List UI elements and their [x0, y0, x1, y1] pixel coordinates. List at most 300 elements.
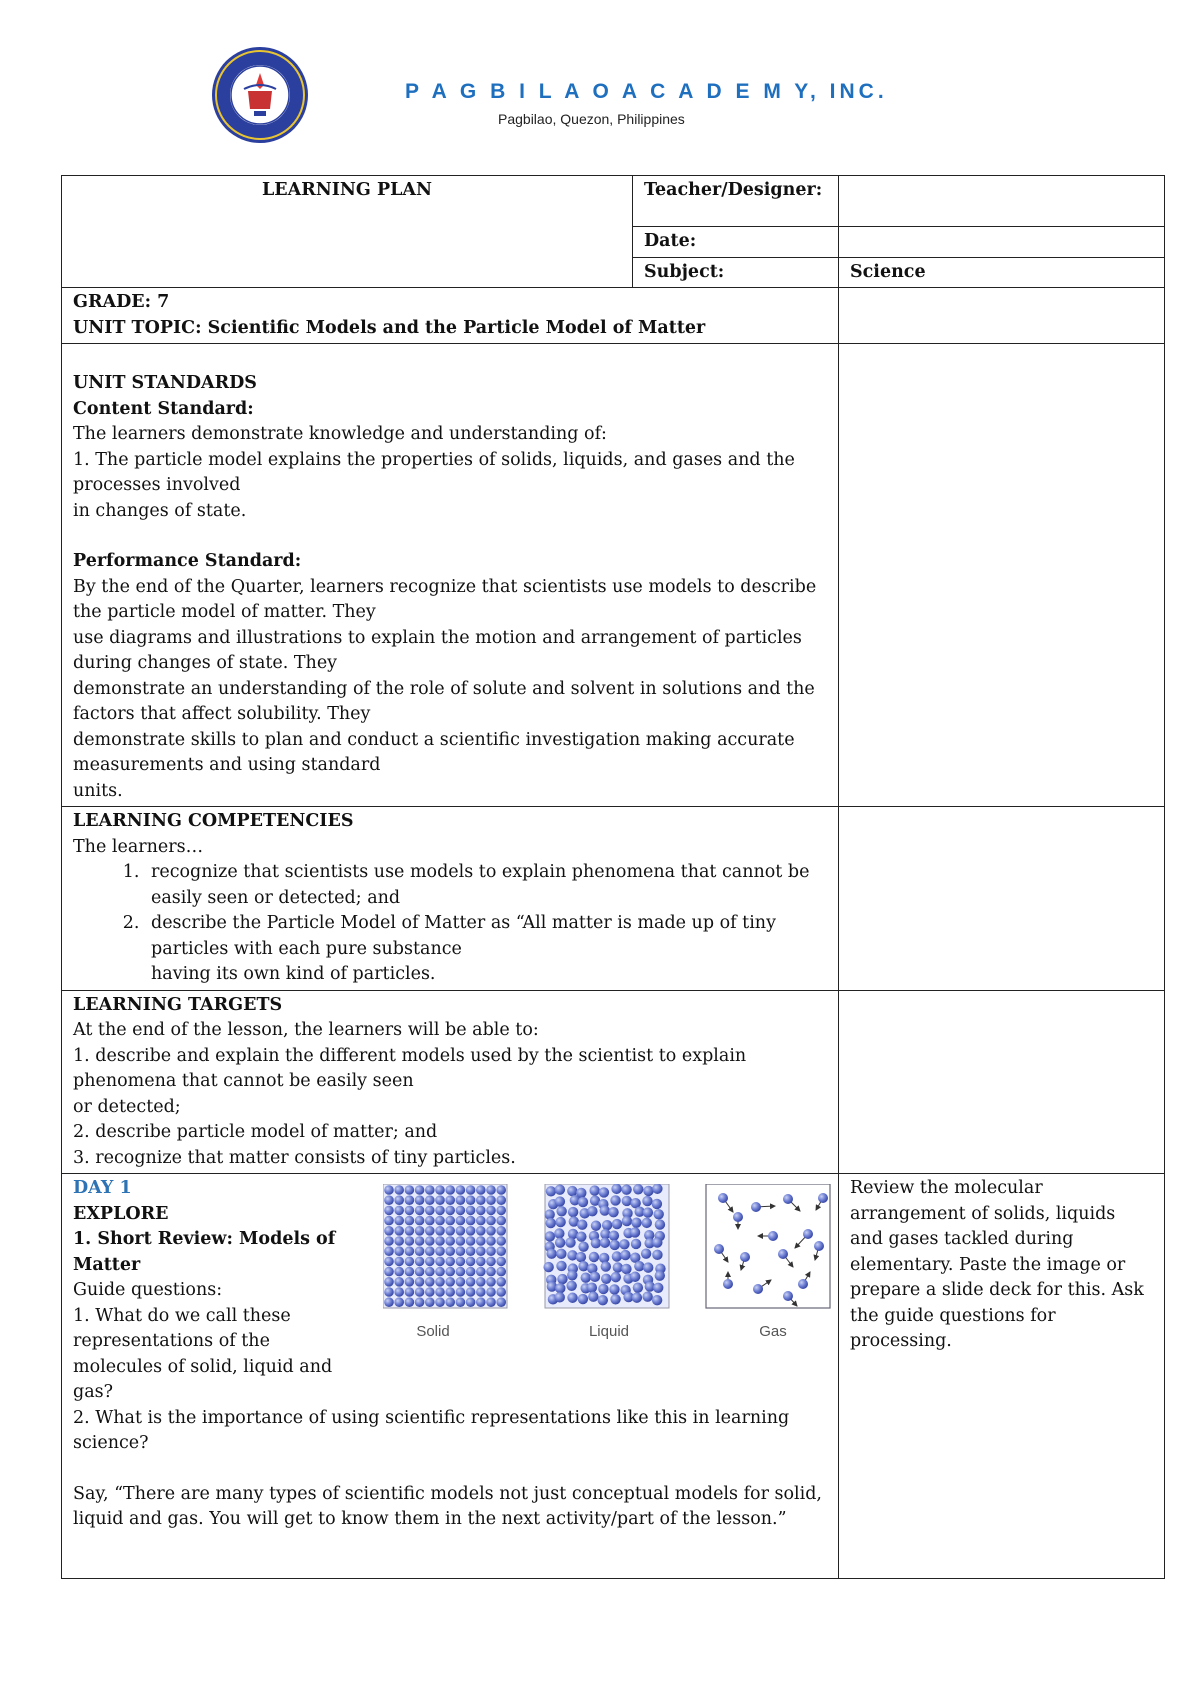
liquid-particle	[599, 1253, 609, 1263]
subject-value: Science	[839, 257, 1165, 288]
solid-particle	[476, 1257, 486, 1267]
target-line: 2. describe particle model of matter; and	[73, 1122, 438, 1142]
liquid-particle	[555, 1196, 565, 1206]
solid-particle	[486, 1287, 496, 1297]
solid-particle	[425, 1246, 435, 1256]
liquid-particle	[652, 1184, 662, 1194]
solid-particle	[466, 1287, 476, 1297]
content-standard-heading: Content Standard:	[73, 398, 254, 419]
grade-label: GRADE: 7	[73, 292, 170, 312]
liquid-particle	[633, 1282, 643, 1292]
solid-particle	[445, 1206, 455, 1216]
liquid-particle	[634, 1261, 644, 1271]
solid-particle	[476, 1216, 486, 1226]
solid-particle	[405, 1246, 415, 1256]
liquid-particles-diagram	[543, 1184, 669, 1308]
solid-particle	[466, 1236, 476, 1246]
solid-particle	[486, 1216, 496, 1226]
liquid-particle	[652, 1295, 662, 1305]
liquid-particle	[609, 1284, 619, 1294]
solid-particle	[384, 1257, 394, 1267]
solid-particle	[394, 1206, 404, 1216]
liquid-particle	[566, 1281, 576, 1291]
liquid-particle	[630, 1227, 640, 1237]
solid-particle	[394, 1216, 404, 1226]
liquid-particle	[556, 1261, 566, 1271]
liquid-particle	[622, 1216, 632, 1226]
solid-particle	[466, 1267, 476, 1277]
gas-particle	[723, 1279, 733, 1289]
solid-particle	[394, 1287, 404, 1297]
liquid-particle	[576, 1231, 586, 1241]
liquid-particle	[578, 1197, 588, 1207]
solid-particle	[496, 1226, 506, 1236]
solid-particle	[435, 1297, 445, 1307]
solid-particle	[486, 1206, 496, 1216]
solid-particle	[384, 1195, 394, 1205]
solid-particle	[496, 1297, 506, 1307]
solid-particle	[456, 1195, 466, 1205]
solid-particle	[415, 1267, 425, 1277]
gas-particle	[798, 1279, 808, 1289]
solid-particle	[445, 1277, 455, 1287]
solid-particle	[496, 1246, 506, 1256]
standards-notes-cell	[839, 344, 1165, 807]
date-label: Date:	[633, 227, 839, 258]
gas-particle	[783, 1194, 793, 1204]
document-header	[0, 0, 1200, 165]
liquid-particle	[555, 1185, 565, 1195]
solid-particle	[384, 1246, 394, 1256]
solid-particle	[384, 1226, 394, 1236]
competency-continuation: having its own kind of particles.	[151, 964, 436, 984]
liquid-particle	[610, 1195, 620, 1205]
solid-particle	[496, 1236, 506, 1246]
competency-item: 1. recognize that scientists use models to explain phenomena that cannot be easily seen or detected; and	[145, 860, 827, 911]
unit-standards-cell	[62, 344, 839, 807]
liquid-particle	[555, 1283, 565, 1293]
solid-label: Solid	[416, 1323, 450, 1340]
liquid-particle	[546, 1218, 556, 1228]
liquid-particle	[620, 1250, 630, 1260]
teacher-note: Review the molecular arrangement of solids, liquids and gases tackled during elementary. Paste the image or prepare a slide deck for this. Ask the guide questions for processing.	[850, 1178, 1144, 1351]
targets-heading: LEARNING TARGETS	[73, 994, 283, 1015]
solid-particle	[405, 1216, 415, 1226]
say-line: liquid and gas. You will get to know them in the next activity/part of the lesson.”	[73, 1509, 787, 1529]
solid-particle	[445, 1216, 455, 1226]
subject-label: Subject:	[633, 257, 839, 288]
solid-particle	[405, 1185, 415, 1195]
explore-section	[73, 1176, 827, 1533]
solid-particle	[476, 1277, 486, 1287]
gas-particle	[768, 1231, 778, 1241]
solid-particle	[435, 1267, 445, 1277]
solid-particle	[405, 1257, 415, 1267]
solid-particle	[456, 1185, 466, 1195]
solid-particle	[405, 1236, 415, 1246]
solid-particle	[486, 1297, 496, 1307]
solid-particle	[456, 1206, 466, 1216]
solid-particle	[476, 1206, 486, 1216]
liquid-particle	[601, 1274, 611, 1284]
gas-particle	[803, 1229, 813, 1239]
liquid-particle	[631, 1239, 641, 1249]
school-name: P A G B I L A O A C A D E M Y, INC.	[405, 80, 888, 103]
grade-topic-cell	[62, 288, 839, 344]
liquid-particle	[589, 1185, 599, 1195]
grade-notes-cell	[839, 288, 1165, 344]
liquid-particle	[655, 1219, 665, 1229]
liquid-particle	[632, 1292, 642, 1302]
solid-particle	[435, 1206, 445, 1216]
solid-particle	[415, 1287, 425, 1297]
solid-particle	[415, 1246, 425, 1256]
competencies-list	[73, 860, 827, 962]
solid-particle	[486, 1267, 496, 1277]
gas-particle	[718, 1193, 728, 1203]
content-standard-line: in changes of state.	[73, 500, 247, 521]
solid-particle	[425, 1236, 435, 1246]
solid-particle	[496, 1267, 506, 1277]
liquid-particle	[622, 1196, 632, 1206]
solid-particle	[415, 1236, 425, 1246]
liquid-particle	[543, 1262, 553, 1272]
solid-particle	[425, 1297, 435, 1307]
solid-particle	[456, 1216, 466, 1226]
liquid-particle	[655, 1270, 665, 1280]
solid-particle	[405, 1206, 415, 1216]
solid-particle	[456, 1277, 466, 1287]
unit-standards-heading: UNIT STANDARDS	[73, 373, 257, 393]
solid-particle	[496, 1206, 506, 1216]
liquid-particle	[577, 1220, 587, 1230]
liquid-particle	[578, 1241, 588, 1251]
solid-particle	[425, 1216, 435, 1226]
liquid-particle	[652, 1237, 662, 1247]
solid-particle	[415, 1297, 425, 1307]
gas-particle	[714, 1244, 724, 1254]
plan-title-cell	[62, 176, 633, 288]
liquid-particle	[587, 1206, 597, 1216]
review-heading: 1. Short Review: Models of Matter	[73, 1229, 336, 1275]
solid-particle	[415, 1206, 425, 1216]
solid-particle	[486, 1257, 496, 1267]
liquid-particle	[642, 1291, 652, 1301]
solid-particle	[415, 1185, 425, 1195]
competencies-notes-cell	[839, 807, 1165, 991]
liquid-particle	[612, 1219, 622, 1229]
solid-particle	[456, 1257, 466, 1267]
liquid-particle	[643, 1186, 653, 1196]
liquid-particle	[633, 1184, 643, 1194]
target-line: or detected;	[73, 1096, 181, 1117]
solid-particle	[384, 1236, 394, 1246]
school-seal-logo	[210, 45, 310, 145]
gas-particle	[814, 1241, 824, 1251]
solid-particle	[466, 1185, 476, 1195]
liquid-particle	[546, 1249, 556, 1259]
solid-particle	[384, 1185, 394, 1195]
solid-particle	[445, 1195, 455, 1205]
liquid-particle	[578, 1261, 588, 1271]
solid-particle	[496, 1257, 506, 1267]
competencies-intro: The learners…	[73, 836, 204, 857]
solid-particle	[486, 1226, 496, 1236]
liquid-particle	[611, 1272, 621, 1282]
competencies-heading: LEARNING COMPETENCIES	[73, 811, 354, 831]
solid-particle	[425, 1267, 435, 1277]
explore-cell	[62, 1174, 839, 1579]
solid-particle	[496, 1277, 506, 1287]
liquid-particle	[598, 1284, 608, 1294]
solid-particle	[456, 1226, 466, 1236]
solid-particle	[435, 1226, 445, 1236]
solid-particle	[486, 1246, 496, 1256]
solid-particle	[445, 1226, 455, 1236]
performance-standard-line: use diagrams and illustrations to explain the motion and arrangement of particles during changes of state. They	[73, 627, 802, 673]
liquid-particle	[653, 1209, 663, 1219]
liquid-particle	[600, 1205, 610, 1215]
solid-particle	[394, 1236, 404, 1246]
target-line: At the end of the lesson, the learners will be able to:	[73, 1020, 539, 1040]
liquid-particle	[621, 1184, 631, 1194]
guide-questions-label: Guide questions:	[73, 1280, 223, 1300]
solid-particle	[405, 1297, 415, 1307]
solid-particle	[394, 1185, 404, 1195]
solid-particle	[466, 1216, 476, 1226]
solid-particle	[394, 1267, 404, 1277]
liquid-particle	[590, 1272, 600, 1282]
solid-particle	[435, 1236, 445, 1246]
gas-particle	[740, 1252, 750, 1262]
liquid-particle	[557, 1274, 567, 1284]
liquid-particle	[555, 1237, 565, 1247]
liquid-particle	[601, 1261, 611, 1271]
liquid-particle	[578, 1294, 588, 1304]
solid-particle	[384, 1267, 394, 1277]
liquid-particle	[581, 1272, 591, 1282]
liquid-particle	[568, 1207, 578, 1217]
liquid-particle	[652, 1199, 662, 1209]
solid-particle	[435, 1246, 445, 1256]
states-of-matter-diagram	[383, 1184, 838, 1364]
liquid-particle	[611, 1184, 621, 1194]
school-location: Pagbilao, Quezon, Philippines	[498, 111, 685, 127]
solid-particle	[486, 1236, 496, 1246]
solid-particle	[496, 1216, 506, 1226]
liquid-particle	[554, 1228, 564, 1238]
solid-particle	[415, 1277, 425, 1287]
solid-particle	[486, 1277, 496, 1287]
performance-standard-line: units.	[73, 780, 123, 801]
solid-particle	[435, 1277, 445, 1287]
solid-particle	[415, 1195, 425, 1205]
date-value	[839, 227, 1165, 258]
liquid-particle	[555, 1292, 565, 1302]
explore-heading: EXPLORE	[73, 1203, 169, 1224]
solid-particle	[476, 1246, 486, 1256]
solid-particle	[415, 1257, 425, 1267]
solid-particle	[425, 1195, 435, 1205]
liquid-particle	[545, 1231, 555, 1241]
solid-particle	[466, 1277, 476, 1287]
solid-particle	[415, 1216, 425, 1226]
liquid-particle	[555, 1217, 565, 1227]
solid-particle	[394, 1195, 404, 1205]
liquid-particle	[546, 1186, 556, 1196]
solid-particle	[456, 1246, 466, 1256]
teacher-value	[839, 176, 1165, 227]
solid-particle	[466, 1226, 476, 1236]
liquid-particle	[641, 1248, 651, 1258]
gas-particles-diagram	[706, 1184, 830, 1308]
solid-particle	[425, 1185, 435, 1195]
solid-particle	[384, 1277, 394, 1287]
solid-particle	[394, 1246, 404, 1256]
learning-plan-table	[61, 175, 1165, 1579]
solid-particle	[476, 1236, 486, 1246]
solid-particle	[445, 1246, 455, 1256]
solid-particle	[496, 1195, 506, 1205]
solid-particle	[445, 1297, 455, 1307]
targets-notes-cell	[839, 990, 1165, 1174]
solid-particle	[394, 1277, 404, 1287]
solid-particle	[425, 1206, 435, 1216]
solid-particle	[435, 1216, 445, 1226]
liquid-particle	[642, 1218, 652, 1228]
liquid-particle	[567, 1293, 577, 1303]
solid-particle	[486, 1185, 496, 1195]
performance-standard-line: demonstrate skills to plan and conduct a scientific investigation making accurate measurements and using standard	[73, 729, 795, 775]
liquid-particle	[609, 1230, 619, 1240]
solid-particle	[384, 1287, 394, 1297]
solid-particle	[425, 1226, 435, 1236]
liquid-particle	[587, 1282, 597, 1292]
solid-particle	[425, 1277, 435, 1287]
say-line: Say, “There are many types of scientific models not just conceptual models for solid,	[73, 1483, 822, 1504]
solid-particle	[405, 1277, 415, 1287]
solid-particle	[466, 1257, 476, 1267]
solid-particle	[394, 1226, 404, 1236]
solid-particle	[435, 1287, 445, 1297]
solid-particle	[405, 1267, 415, 1277]
liquid-particle	[609, 1240, 619, 1250]
liquid-particle	[643, 1262, 653, 1272]
liquid-particle	[589, 1252, 599, 1262]
solid-particle	[445, 1267, 455, 1277]
solid-particle	[415, 1226, 425, 1236]
solid-particle	[486, 1195, 496, 1205]
solid-particle	[456, 1236, 466, 1246]
liquid-particle	[567, 1270, 577, 1280]
solid-particle	[384, 1206, 394, 1216]
gas-particle	[753, 1284, 763, 1294]
solid-particle	[456, 1267, 466, 1277]
solid-particle	[405, 1287, 415, 1297]
liquid-particle	[588, 1291, 598, 1301]
liquid-particle	[602, 1220, 612, 1230]
solid-particle	[394, 1297, 404, 1307]
solid-particle	[405, 1195, 415, 1205]
performance-standard-line: demonstrate an understanding of the role of solute and solvent in solutions and the factors that affect solubility. They	[73, 678, 815, 724]
solid-particle	[445, 1257, 455, 1267]
solid-particle	[466, 1246, 476, 1256]
solid-particle	[466, 1195, 476, 1205]
solid-particle	[435, 1185, 445, 1195]
solid-particle	[456, 1287, 466, 1297]
liquid-particle	[591, 1238, 601, 1248]
solid-particle	[425, 1257, 435, 1267]
gas-particle	[783, 1291, 793, 1301]
solid-particle	[435, 1257, 445, 1267]
liquid-particle	[643, 1207, 653, 1217]
liquid-label: Liquid	[588, 1323, 630, 1340]
solid-particle	[476, 1297, 486, 1307]
liquid-particle	[567, 1186, 577, 1196]
solid-particle	[384, 1216, 394, 1226]
solid-particle	[496, 1287, 506, 1297]
liquid-particle	[610, 1294, 620, 1304]
competencies-cell	[62, 807, 839, 991]
gas-particle	[751, 1202, 761, 1212]
content-standard-line: 1. The particle model explains the properties of solids, liquids, and gases and the processes involved	[73, 449, 795, 495]
solid-particles-diagram	[383, 1184, 507, 1308]
teacher-label: Teacher/Designer:	[633, 176, 839, 227]
gas-label: Gas	[759, 1323, 787, 1340]
solid-particle	[456, 1297, 466, 1307]
liquid-particle	[599, 1187, 609, 1197]
liquid-particle	[576, 1252, 586, 1262]
competency-item: 2. describe the Particle Model of Matter as “All matter is made up of tiny particles with each pure substance	[145, 911, 827, 962]
solid-particle	[476, 1185, 486, 1195]
liquid-particle	[621, 1264, 631, 1274]
liquid-particle	[653, 1283, 663, 1293]
liquid-particle	[556, 1206, 566, 1216]
teacher-note-cell	[839, 1174, 1165, 1579]
solid-particle	[394, 1257, 404, 1267]
plan-title: LEARNING PLAN	[261, 180, 433, 200]
guide-question-2: 2. What is the importance of using scientific representations like this in learning science?	[73, 1407, 790, 1453]
performance-standard-heading: Performance Standard:	[73, 551, 302, 571]
solid-particle	[435, 1195, 445, 1205]
target-line: 1. describe and explain the different models used by the scientist to explain phenomena that cannot be easily seen	[73, 1045, 747, 1091]
solid-particle	[445, 1287, 455, 1297]
solid-particle	[466, 1206, 476, 1216]
targets-cell	[62, 990, 839, 1174]
liquid-particle	[591, 1221, 601, 1231]
liquid-particle	[600, 1238, 610, 1248]
target-line: 3. recognize that matter consists of tiny particles.	[73, 1147, 516, 1168]
solid-particle	[476, 1226, 486, 1236]
solid-particle	[384, 1297, 394, 1307]
gas-particle	[778, 1249, 788, 1259]
content-standard-line: The learners demonstrate knowledge and understanding of:	[73, 424, 607, 444]
unit-topic: UNIT TOPIC: Scientific Models and the Particle Model of Matter	[73, 317, 706, 338]
solid-particle	[445, 1236, 455, 1246]
liquid-particle	[630, 1272, 640, 1282]
liquid-particle	[608, 1207, 618, 1217]
liquid-particle	[619, 1239, 629, 1249]
solid-particle	[425, 1287, 435, 1297]
solid-particle	[405, 1226, 415, 1236]
solid-particle	[476, 1267, 486, 1277]
gas-particle	[733, 1212, 743, 1222]
liquid-particle	[565, 1237, 575, 1247]
liquid-particle	[652, 1250, 662, 1260]
performance-standard-line: By the end of the Quarter, learners recognize that scientists use models to describe the particle model of matter. They	[73, 576, 817, 622]
guide-question-1: 1. What do we call these representations of the molecules of solid, liquid and gas?	[73, 1305, 333, 1402]
solid-particle	[476, 1287, 486, 1297]
